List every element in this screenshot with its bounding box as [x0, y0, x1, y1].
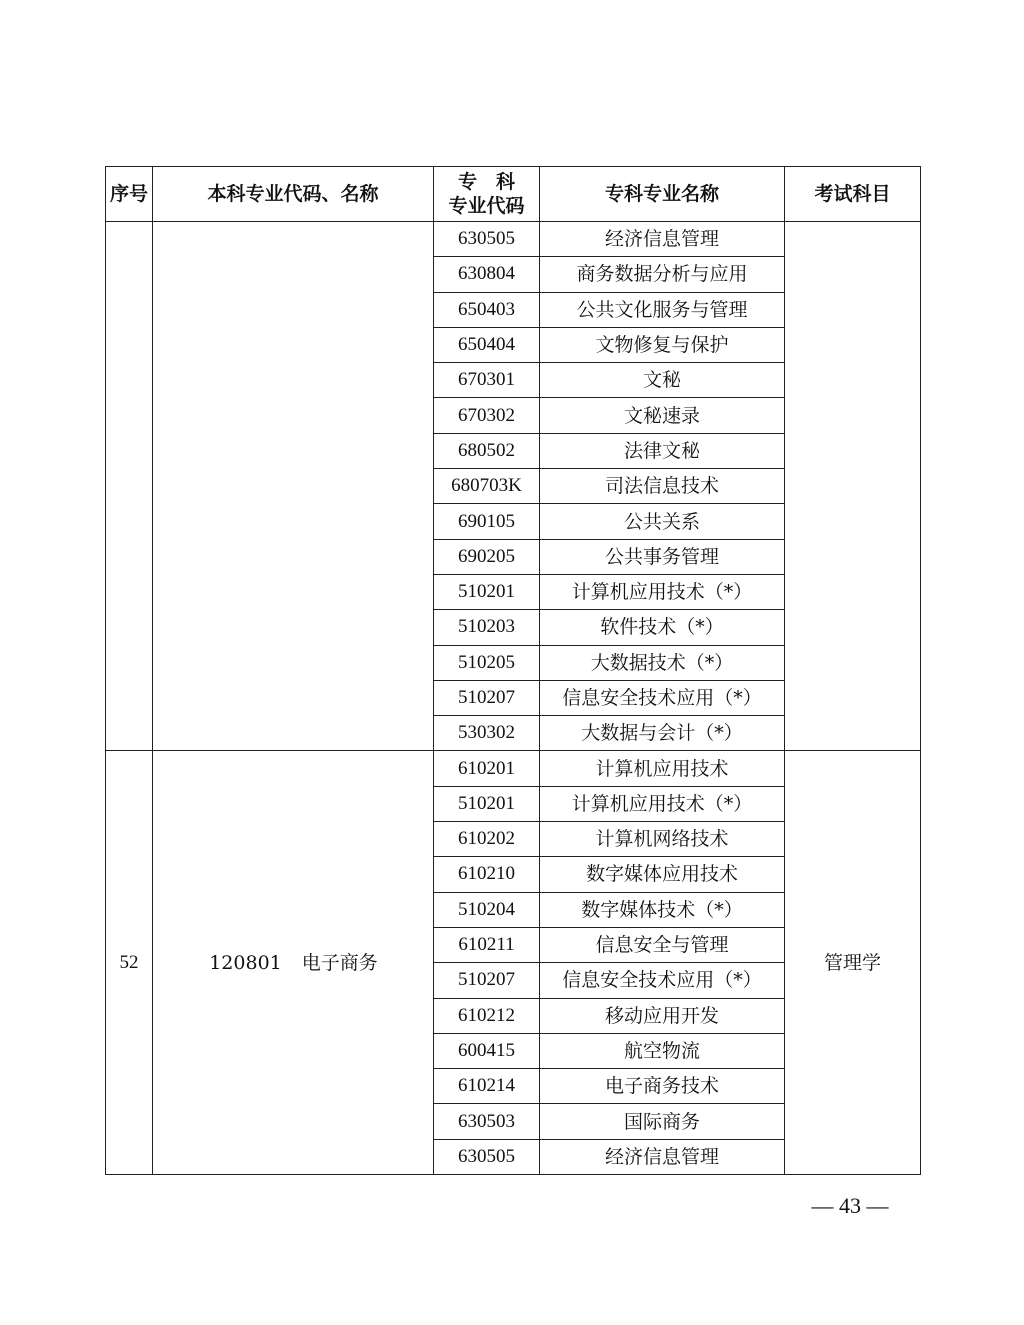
major-name-cell: 移动应用开发 [540, 998, 785, 1033]
major-table [105, 166, 921, 1175]
major-code-cell: 630503 [434, 1104, 540, 1139]
major-code-cell: 510203 [434, 610, 540, 645]
major-code-cell: 610214 [434, 1069, 540, 1104]
page-number: — 43 — [811, 1193, 889, 1218]
major-name-cell: 经济信息管理 [540, 1139, 785, 1174]
table-row [106, 751, 921, 786]
major-code-cell: 530302 [434, 716, 540, 751]
major-name-cell: 经济信息管理 [540, 222, 785, 257]
major-code-cell: 610202 [434, 822, 540, 857]
major-name-cell: 计算机网络技术 [540, 822, 785, 857]
major-name-cell: 信息安全技术应用（*） [540, 680, 785, 715]
bachelor-code: 120801 [209, 951, 282, 974]
bachelor-name: 电子商务 [301, 951, 378, 974]
major-code-cell: 630505 [434, 222, 540, 257]
major-code-cell: 610212 [434, 998, 540, 1033]
major-name-cell: 公共关系 [540, 504, 785, 539]
major-code-cell: 630505 [434, 1139, 540, 1174]
bachelor-cell [153, 222, 434, 751]
table-row [106, 222, 921, 257]
major-name-cell: 大数据与会计（*） [540, 716, 785, 751]
major-name-cell: 文秘速录 [540, 398, 785, 433]
bachelor-cell [153, 751, 434, 1175]
major-code-cell: 670301 [434, 363, 540, 398]
major-code-cell: 650404 [434, 327, 540, 362]
major-name-cell: 公共事务管理 [540, 539, 785, 574]
major-code-cell: 650403 [434, 292, 540, 327]
major-code-cell: 680502 [434, 433, 540, 468]
major-name-cell: 计算机应用技术 [540, 751, 785, 786]
header-seq: 序号 [106, 167, 153, 222]
major-name-cell: 文物修复与保护 [540, 327, 785, 362]
major-code-cell: 630804 [434, 257, 540, 292]
major-name-cell: 法律文秘 [540, 433, 785, 468]
major-name-cell: 大数据技术（*） [540, 645, 785, 680]
major-name-cell: 软件技术（*） [540, 610, 785, 645]
seq-cell: 52 [106, 751, 153, 1175]
major-name-cell: 商务数据分析与应用 [540, 257, 785, 292]
major-code-cell: 510201 [434, 574, 540, 609]
major-code-cell: 610210 [434, 857, 540, 892]
subject-cell [785, 222, 921, 751]
header-code-line1: 专 科 [457, 171, 515, 193]
header-code [434, 167, 540, 222]
major-name-cell: 文秘 [540, 363, 785, 398]
major-code-cell: 510207 [434, 680, 540, 715]
major-code-cell: 510204 [434, 892, 540, 927]
major-name-cell: 数字媒体技术（*） [540, 892, 785, 927]
major-name-cell: 计算机应用技术（*） [540, 574, 785, 609]
header-code-line2: 专业代码 [448, 195, 525, 217]
major-name-cell: 公共文化服务与管理 [540, 292, 785, 327]
table-header [106, 167, 921, 222]
major-name-cell: 数字媒体应用技术 [540, 857, 785, 892]
major-code-cell: 670302 [434, 398, 540, 433]
major-code-cell: 610211 [434, 927, 540, 962]
major-code-cell: 680703K [434, 469, 540, 504]
major-code-cell: 690105 [434, 504, 540, 539]
header-subject: 考试科目 [785, 167, 921, 222]
major-name-cell: 国际商务 [540, 1104, 785, 1139]
table-body [106, 222, 921, 1175]
major-code-cell: 610201 [434, 751, 540, 786]
header-bachelor: 本科专业代码、名称 [153, 167, 434, 222]
major-code-cell: 690205 [434, 539, 540, 574]
major-name-cell: 航空物流 [540, 1033, 785, 1068]
header-name: 专科专业名称 [540, 167, 785, 222]
major-name-cell: 信息安全技术应用（*） [540, 963, 785, 998]
major-name-cell: 计算机应用技术（*） [540, 786, 785, 821]
major-name-cell: 司法信息技术 [540, 469, 785, 504]
major-code-cell: 510205 [434, 645, 540, 680]
major-code-cell: 510201 [434, 786, 540, 821]
seq-cell [106, 222, 153, 751]
subject-cell: 管理学 [785, 751, 921, 1175]
major-code-cell: 510207 [434, 963, 540, 998]
major-name-cell: 信息安全与管理 [540, 927, 785, 962]
major-name-cell: 电子商务技术 [540, 1069, 785, 1104]
major-code-cell: 600415 [434, 1033, 540, 1068]
